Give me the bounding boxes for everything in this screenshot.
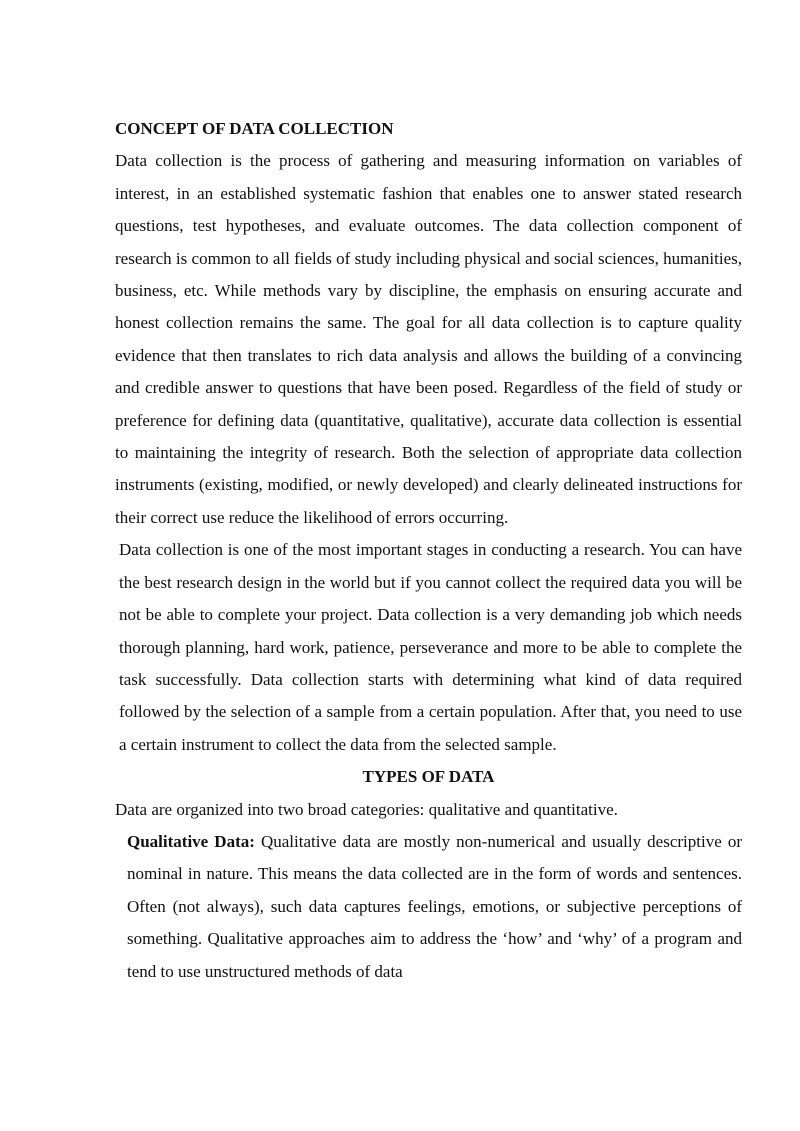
document-body	[115, 113, 742, 988]
paragraph-definition: Data collection is the process of gathering and measuring information on variables of interest, in an established systematic fashion that enables one to answer stated research questions, test hypotheses, and evaluate outcomes. The data collection component of research is common to all fields of study including physical and social sciences, humanities, business, etc. While methods vary by discipline, the emphasis on ensuring accurate and honest collection remains the same. The goal for all data collection is to capture quality evidence that then translates to rich data analysis and allows the building of a convincing and credible answer to questions that have been posed. Regardless of the field of study or preference for defining data (quantitative, qualitative), accurate data collection is essential to maintaining the integrity of research. Both the selection of appropriate data collection instruments (existing, modified, or newly developed) and clearly delineated instructions for their correct use reduce the likelihood of errors occurring.	[115, 151, 742, 527]
section-heading-concept: CONCEPT OF DATA COLLECTION	[115, 119, 394, 138]
paragraph-categories: Data are organized into two broad categories: qualitative and quantitative.	[115, 799, 618, 819]
paragraph-qualitative	[115, 826, 742, 988]
qualitative-label: Qualitative Data:	[127, 831, 255, 851]
qualitative-text: Qualitative data are mostly non-numerical and usually descriptive or nominal in nature. This means the data collected are in the form of words and sentences. Often (not always), such data captures feelings, emotions, or subjective perceptions of something. Qualitative approaches aim to address the ‘how’ and ‘why’ of a program and tend to use unstructured methods of data	[127, 831, 742, 981]
section-heading-types: TYPES OF DATA	[362, 767, 495, 787]
paragraph-importance: Data collection is one of the most important stages in conducting a research. You can have the best research design in the world but if you cannot collect the required data you will be not be able to complete your project. Data collection is a very demanding job which needs thorough planning, hard work, patience, perseverance and more to be able to complete the task successfully. Data collection starts with determining what kind of data required followed by the selection of a sample from a certain population. After that, you need to use a certain instrument to collect the data from the selected sample.	[119, 540, 742, 754]
